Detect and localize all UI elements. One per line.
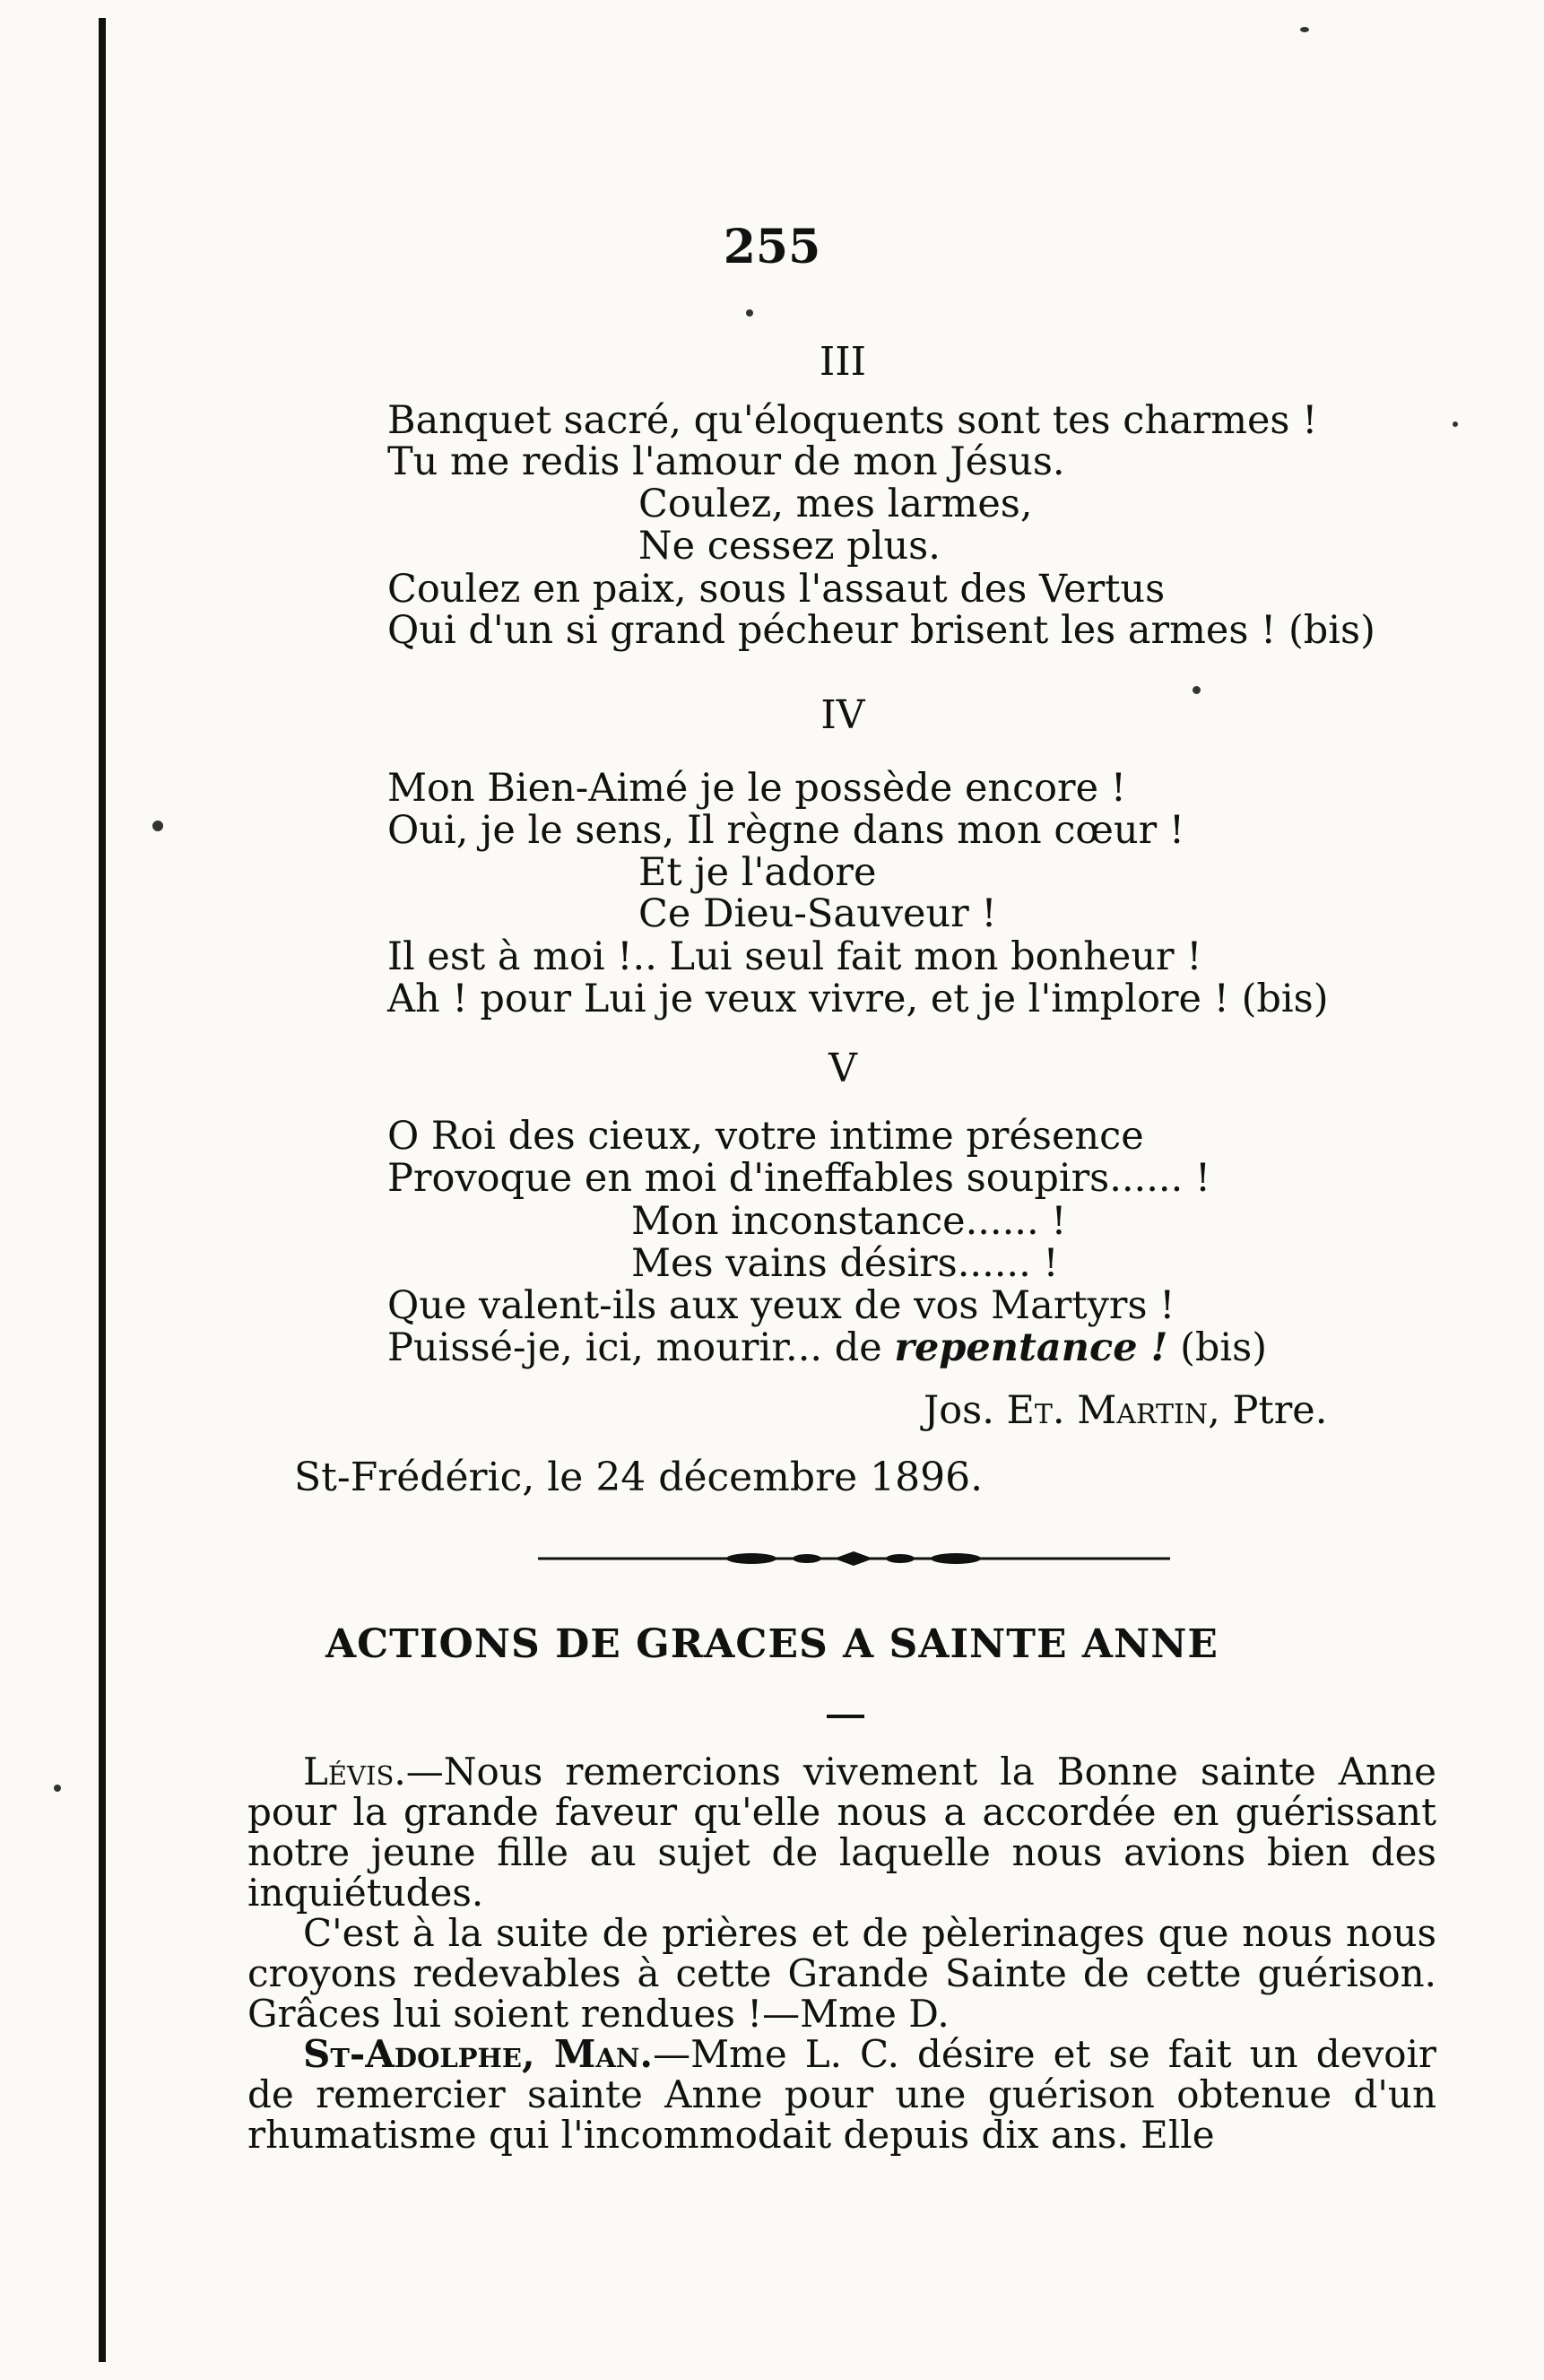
poem-line: Que valent-ils aux yeux de vos Martyrs !	[387, 1283, 1175, 1328]
poem-line: Tu me redis l'amour de mon Jésus.	[387, 439, 1065, 484]
ornamental-divider	[538, 1548, 1170, 1569]
poem-line: Il est à moi !.. Lui seul fait mon bonheur !	[387, 934, 1202, 979]
stanza-number: III	[819, 339, 867, 385]
poem-line-text: Puissé-je, ici, mourir... de	[387, 1325, 895, 1370]
place-name: Lévis.	[303, 1750, 406, 1794]
paragraph-text: —Mme L. C. désire et se fait un devoir de remercier sainte Anne pour une guérison obtenue d'un rhumatisme qui l'incommodait depuis dix ans. Elle	[247, 2032, 1436, 2157]
poem-line: Provoque en moi d'ineffables soupirs...... !	[387, 1156, 1211, 1201]
scan-speck	[1453, 421, 1458, 427]
poem-line: Mon inconstance...... !	[631, 1199, 1067, 1244]
paragraph-levis	[247, 1751, 1436, 1913]
poem-line: Mon Bien-Aimé je le possède encore !	[387, 766, 1127, 811]
paragraph-text: —Nous remercions vivement la Bonne sainte Anne pour la grande faveur qu'elle nous a accordée en guérissant notre jeune fille au sujet de laquelle nous avions bien des inquiétudes.	[247, 1750, 1436, 1915]
poem-line: Ne cessez plus.	[638, 524, 941, 569]
scan-speck	[1193, 686, 1201, 694]
poem-line: Mes vains désirs...... !	[631, 1241, 1059, 1286]
signature-suffix: , Ptre.	[1208, 1388, 1328, 1433]
paragraph-continuation	[247, 1913, 1436, 2034]
place-name: St-Adolphe, Man.	[303, 2032, 654, 2076]
signature-name: Martin	[1077, 1388, 1209, 1433]
poem-line: Et je l'adore	[638, 850, 877, 895]
signature-prefix: Jos.	[924, 1388, 1007, 1433]
poem-line	[387, 1325, 1267, 1370]
signature-et: Et.	[1006, 1388, 1065, 1433]
page-number: 255	[723, 220, 821, 274]
poem-line: Coulez, mes larmes,	[638, 482, 1033, 526]
poem-line: Ah ! pour Lui je veux vivre, et je l'implore ! (bis)	[387, 977, 1329, 1021]
stanza-number: V	[828, 1046, 857, 1091]
scan-speck	[746, 309, 753, 317]
stanza-number: IV	[820, 692, 865, 738]
signature-space	[1065, 1388, 1078, 1433]
paragraph-st-adolphe	[247, 2034, 1436, 2155]
scan-speck	[54, 1785, 61, 1792]
poem-line: Coulez en paix, sous l'assaut des Vertus	[387, 567, 1166, 612]
poem-line: Banquet sacré, qu'éloquents sont tes charmes !	[387, 398, 1318, 443]
author-signature	[924, 1388, 1327, 1433]
place-date: St-Frédéric, le 24 décembre 1896.	[294, 1455, 984, 1500]
poem-line: Qui d'un si grand pécheur brisent les armes ! (bis)	[387, 608, 1375, 653]
poem-line: Ce Dieu-Sauveur !	[638, 891, 997, 936]
poem-line: O Roi des cieux, votre intime présence	[387, 1114, 1144, 1159]
italic-word: repentance !	[894, 1325, 1168, 1370]
scan-speck	[1300, 27, 1309, 32]
paragraph-text: C'est à la suite de prières et de pèlerinages que nous nous croyons redevables à cette Grande Sainte de cette guérison. Grâces lui soient rendues !—Mme D.	[247, 1911, 1436, 2036]
short-divider	[827, 1715, 864, 1718]
repeat-marker: (bis)	[1167, 1325, 1267, 1370]
section-title: ACTIONS DE GRACES A SAINTE ANNE	[325, 1621, 1219, 1667]
scan-speck	[152, 821, 163, 831]
poem-line: Oui, je le sens, Il règne dans mon cœur !	[387, 808, 1185, 853]
